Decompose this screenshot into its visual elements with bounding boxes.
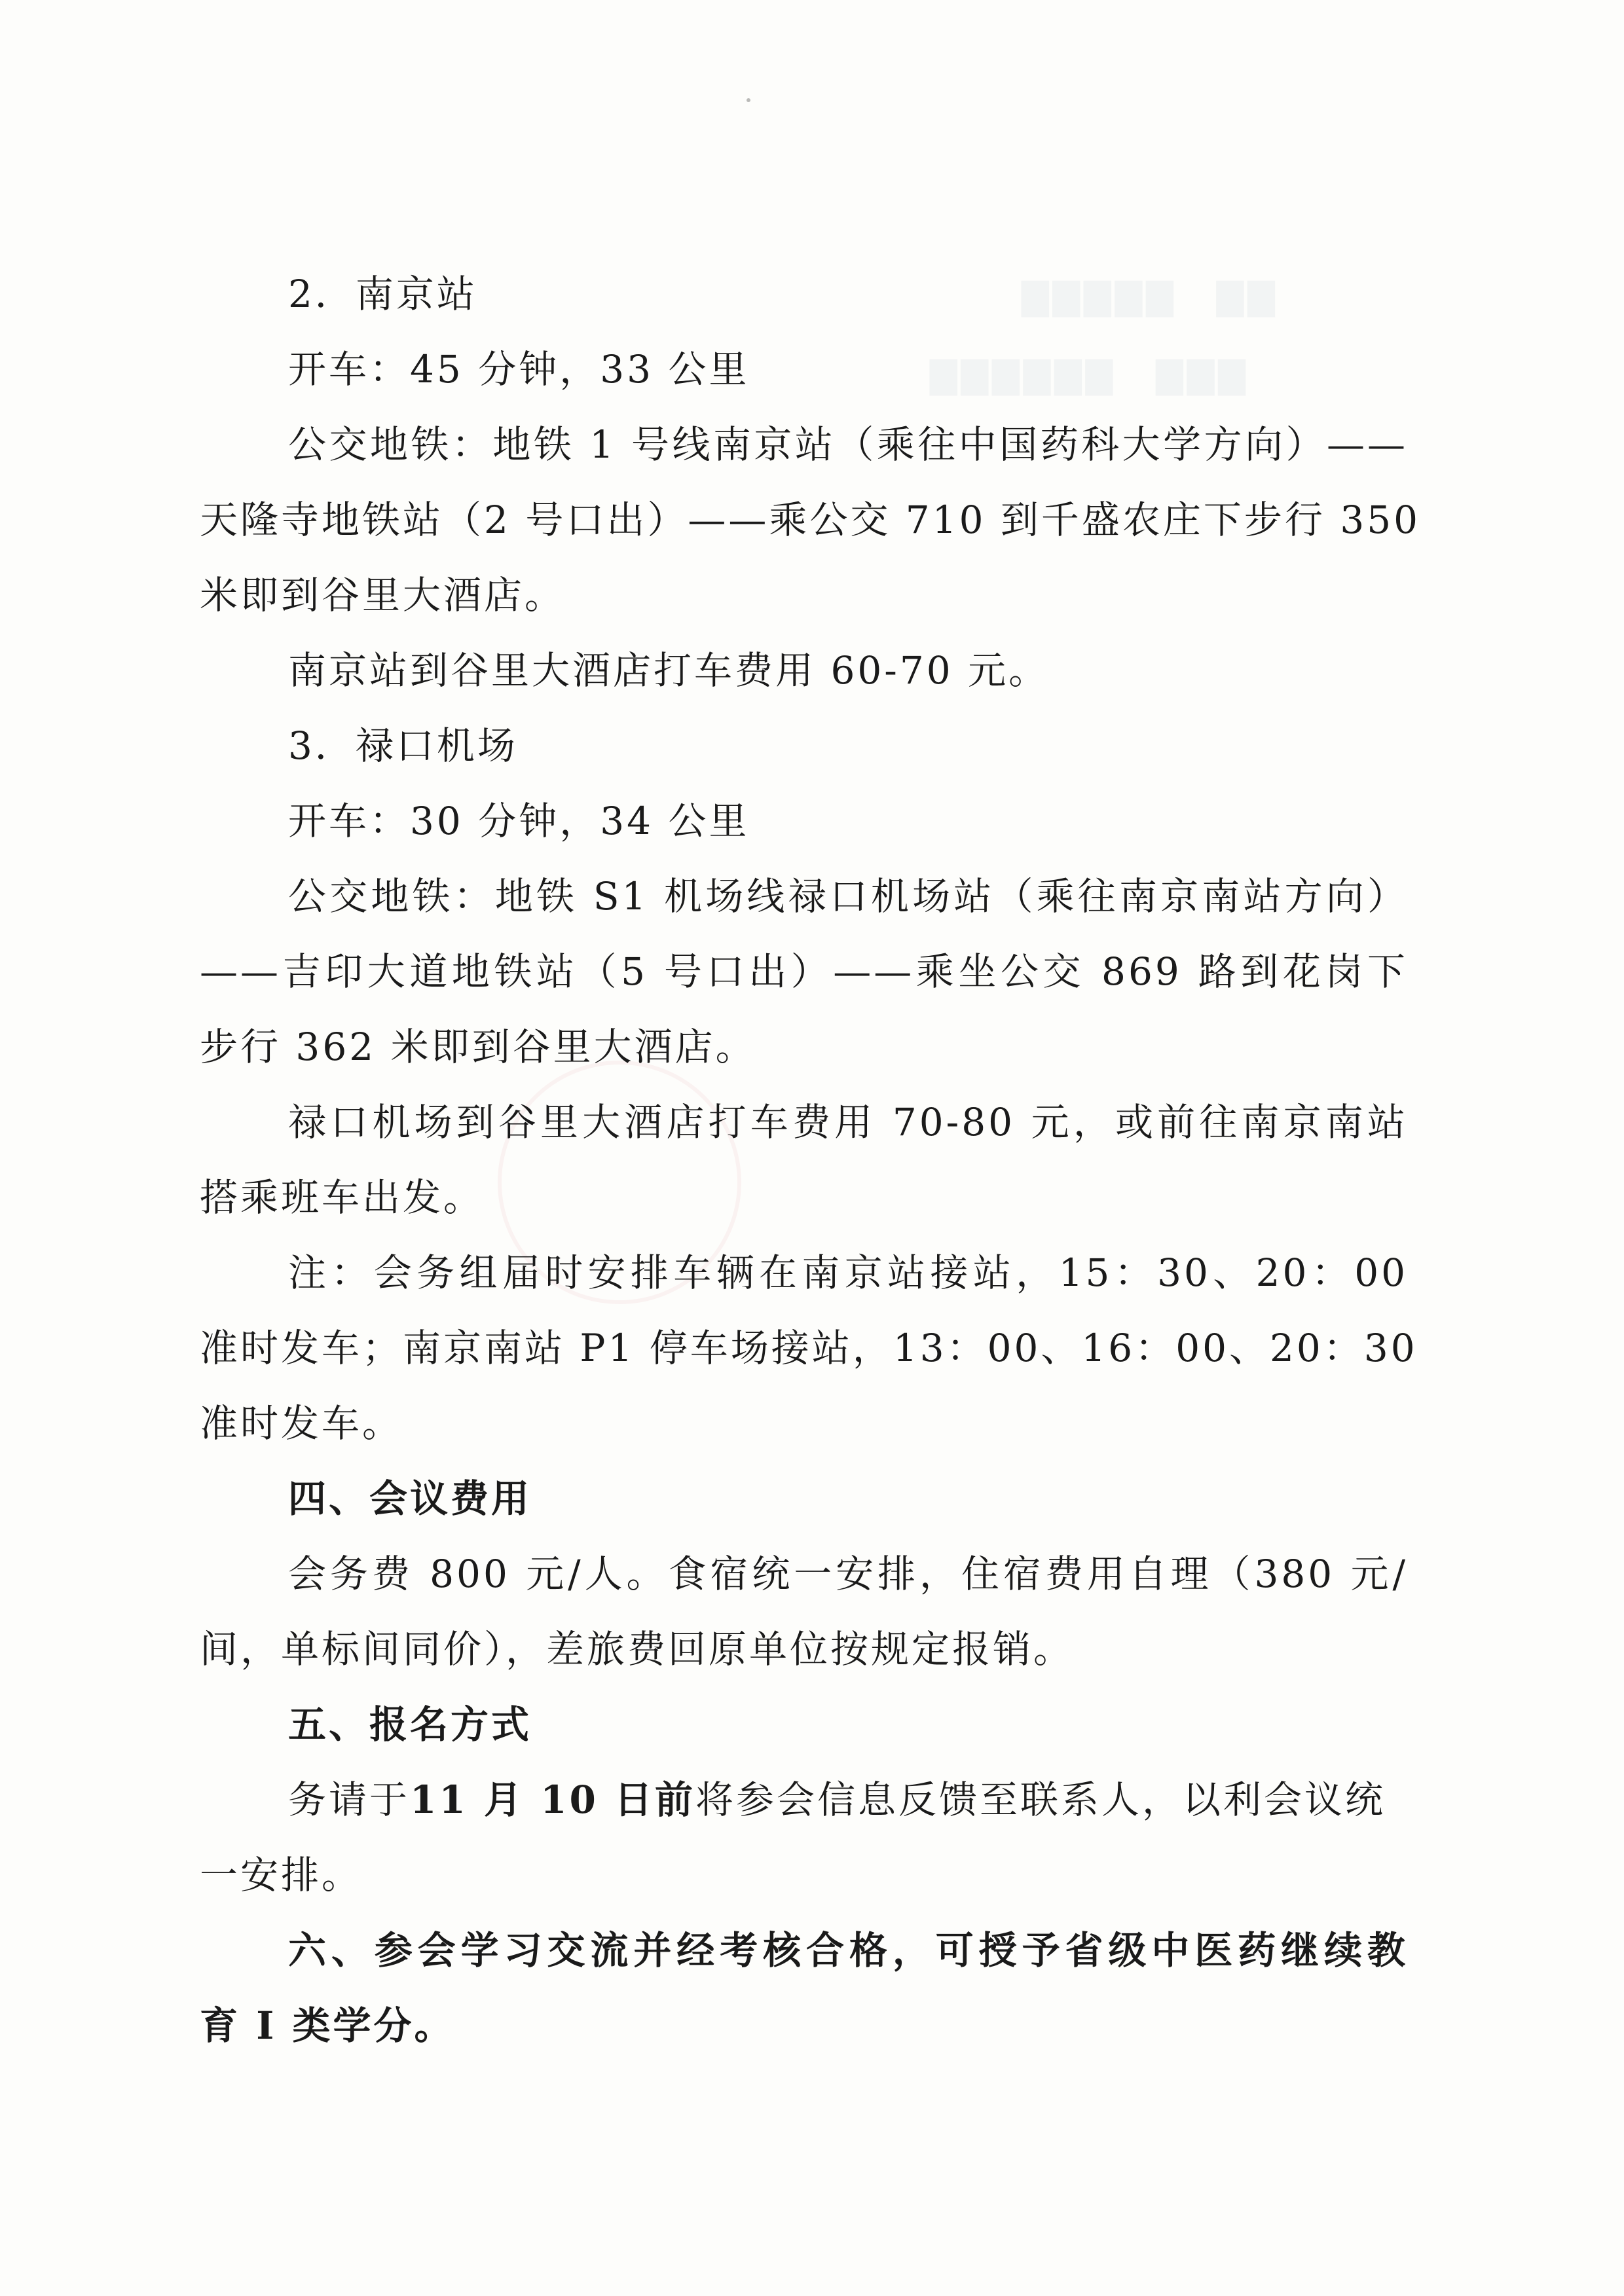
show-through-artifact: ▇▇▇▇▇▇ ▇▇▇: [930, 354, 1249, 395]
section-heading-meeting-fees: 四、会议费用: [288, 1476, 532, 1521]
deadline-prefix: 务请于: [288, 1777, 411, 1822]
paragraph-line: 米即到谷里大酒店。: [200, 573, 566, 617]
paragraph-line: 步行 362 米即到谷里大酒店。: [200, 1025, 756, 1069]
paragraph-line: 一安排。: [200, 1853, 363, 1897]
paragraph-line: ——吉印大道地铁站（5 号口出）——乘坐公交 869 路到花岗下: [200, 949, 1408, 994]
section-heading-nanjing-station: 2．南京站: [288, 272, 477, 316]
deadline-date: 11 月 10 日前: [410, 1777, 696, 1822]
paragraph-line: 南京站到谷里大酒店打车费用 60-70 元。: [288, 648, 1050, 693]
paragraph-line: 天隆寺地铁站（2 号口出）——乘公交 710 到千盛农庄下步行 350: [200, 498, 1421, 542]
paragraph-line-credits: 育 I 类学分。: [200, 2003, 455, 2048]
paragraph-line: 会务费 800 元/人。食宿统一安排，住宿费用自理（380 元/: [288, 1552, 1408, 1596]
scan-speck: [747, 98, 750, 102]
paragraph-line: 搭乘班车出发。: [200, 1175, 485, 1220]
paragraph-line: 公交地铁：地铁 1 号线南京站（乘往中国药科大学方向）——: [288, 422, 1408, 467]
paragraph-line: 禄口机场到谷里大酒店打车费用 70-80 元，或前往南京南站: [288, 1100, 1408, 1144]
section-heading-credits: 六、参会学习交流并经考核合格，可授予省级中医药继续教: [288, 1928, 1408, 1973]
paragraph-line: 开车：30 分钟，34 公里: [288, 799, 750, 843]
paragraph-line: 注：会务组届时安排车辆在南京站接站，15：30、20：00: [288, 1250, 1408, 1295]
paragraph-line-deadline: [288, 1777, 1386, 1822]
paragraph-line: 间，单标间同价），差旅费回原单位按规定报销。: [200, 1627, 1075, 1671]
show-through-artifact: ▇▇▇▇▇ ▇▇: [1022, 275, 1279, 317]
paragraph-line: 准时发车；南京南站 P1 停车场接站，13：00、16：00、20：30: [200, 1326, 1418, 1370]
paragraph-line: 准时发车。: [200, 1401, 403, 1446]
section-heading-registration: 五、报名方式: [288, 1702, 532, 1747]
paragraph-line: 开车：45 分钟，33 公里: [288, 347, 750, 392]
paragraph-line: 公交地铁：地铁 S1 机场线禄口机场站（乘往南京南站方向）: [288, 874, 1408, 919]
section-heading-lukou-airport: 3．禄口机场: [288, 723, 518, 768]
deadline-suffix: 将参会信息反馈至联系人，以利会议统: [695, 1777, 1386, 1822]
